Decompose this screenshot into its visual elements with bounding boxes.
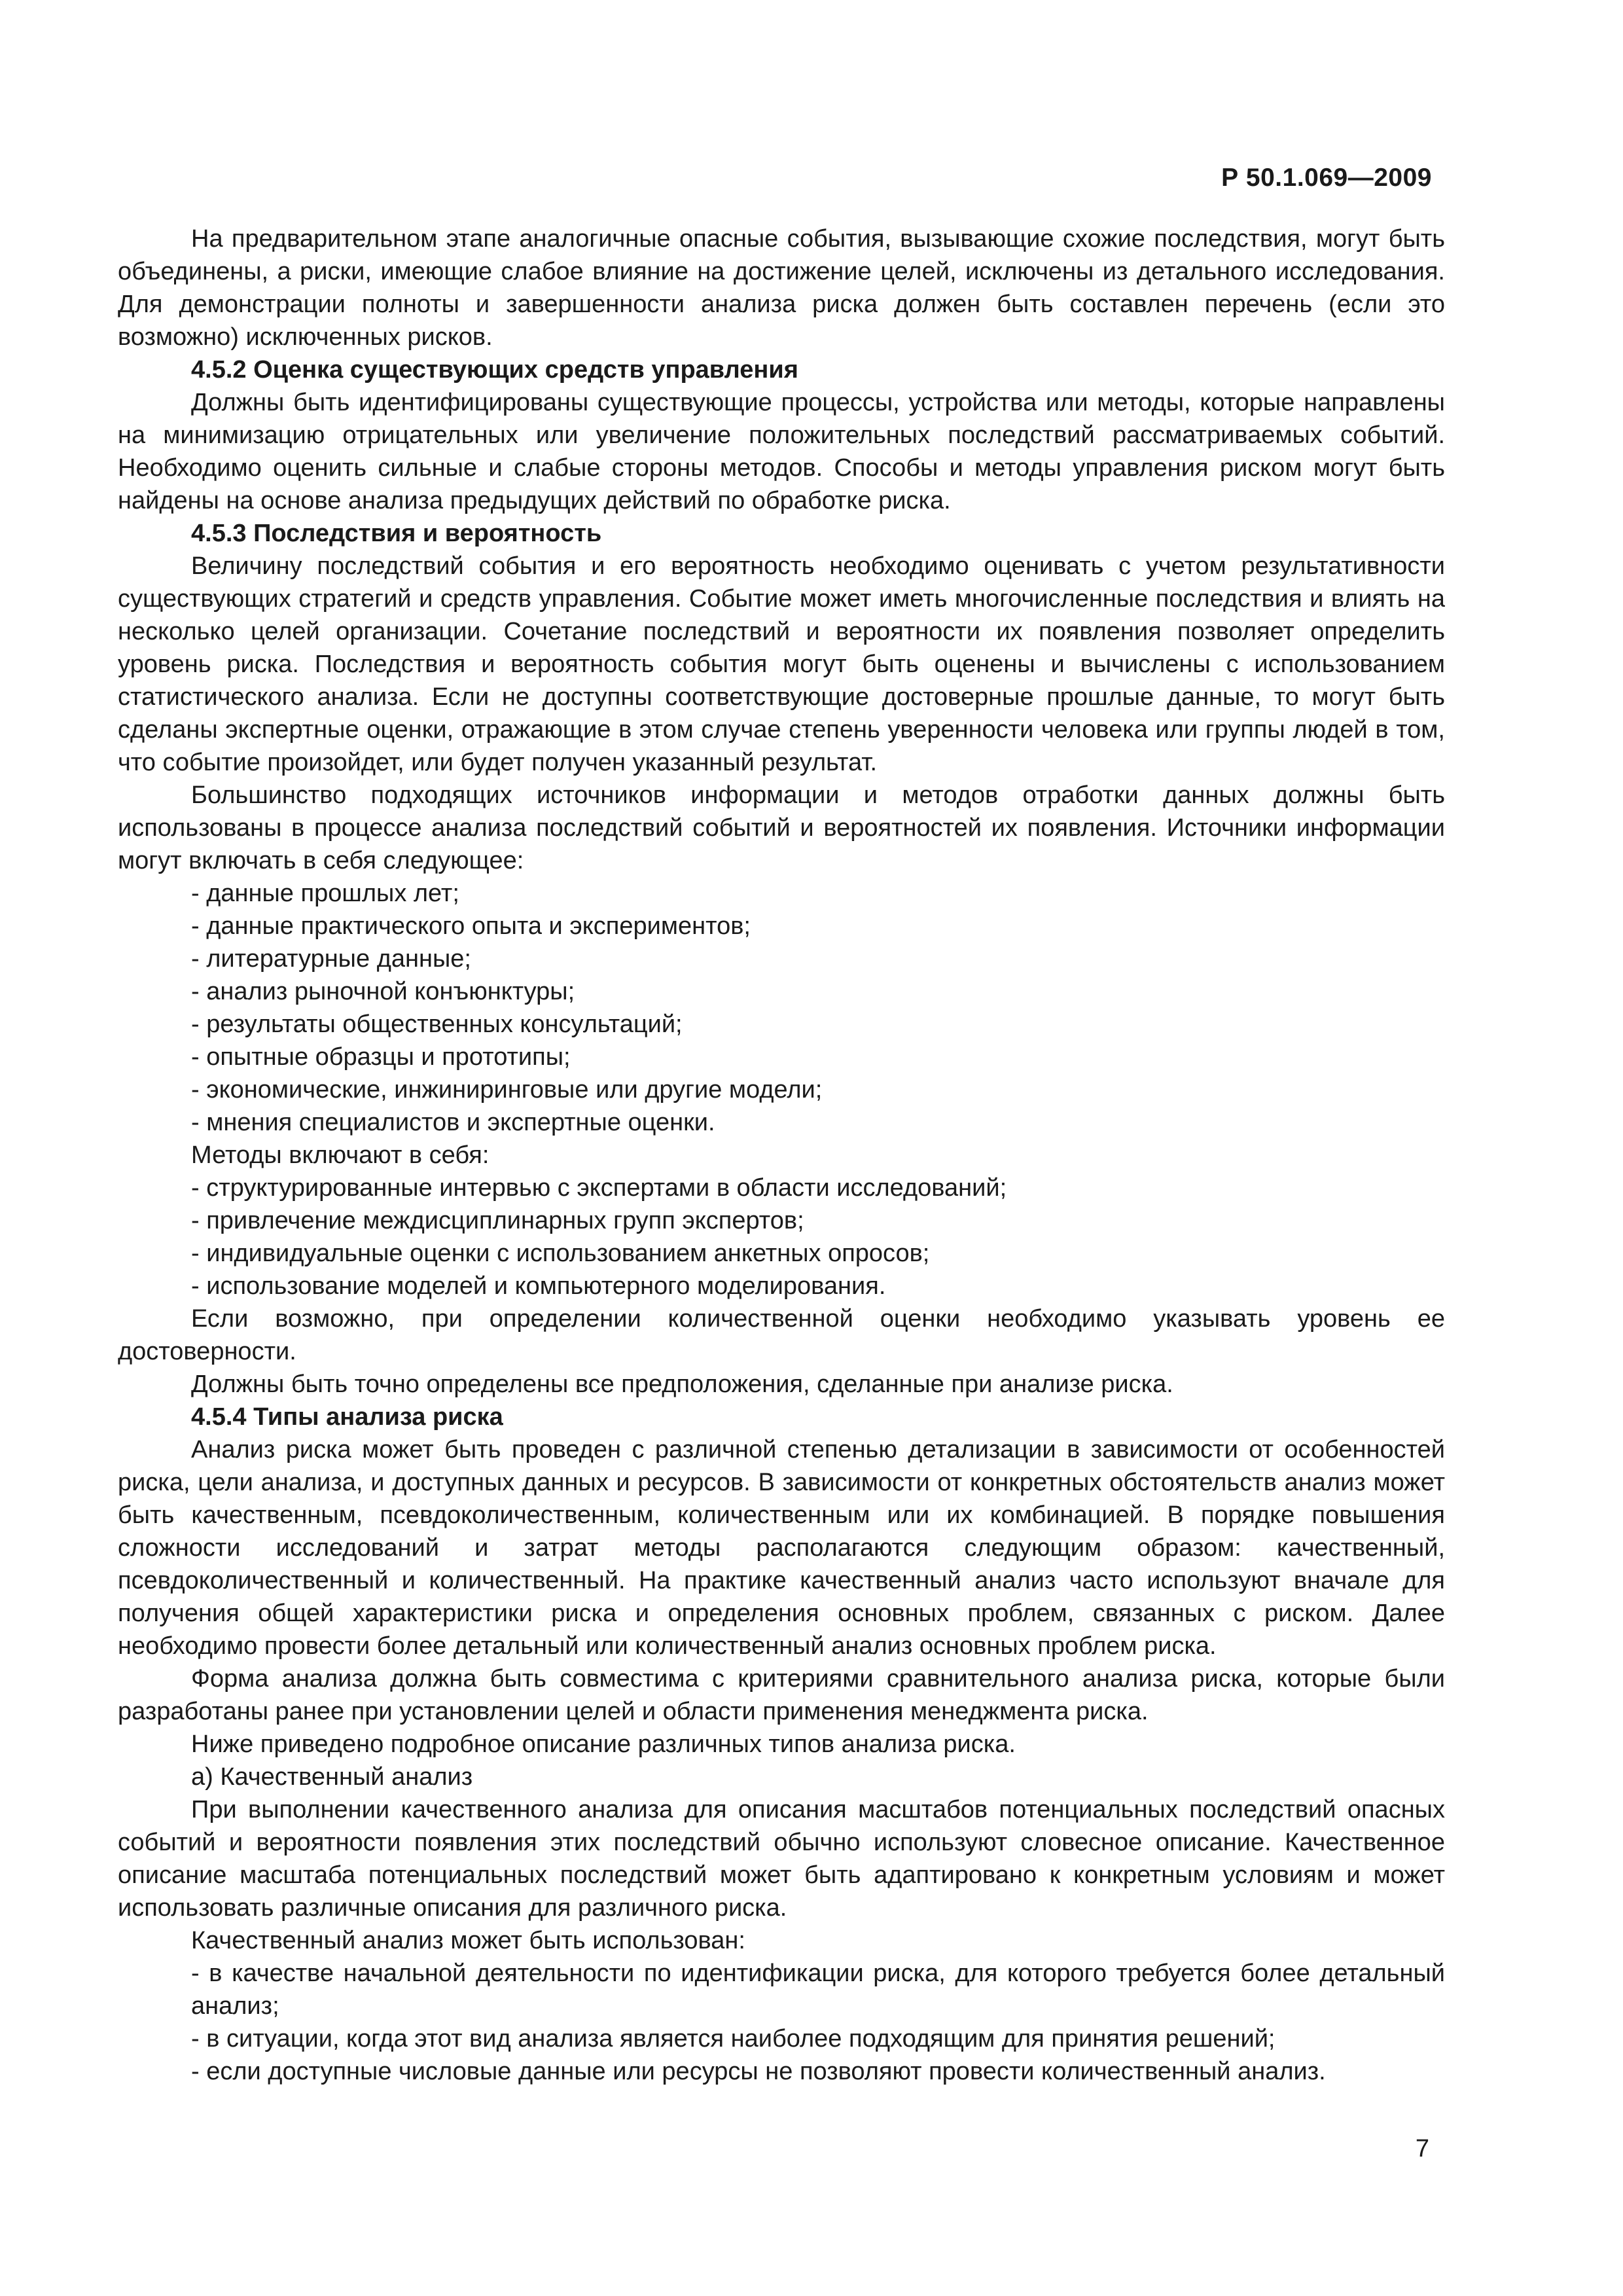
list-item: - анализ рыночной конъюнктуры; [118, 975, 1445, 1008]
paragraph-analysis-form: Форма анализа должна быть совместима с критериями сравнительного анализа риска, которые были разработаны ранее при установлении целей и области применения менеджмента риска. [118, 1665, 1445, 1725]
paragraph-assumptions: Должны быть точно определены все предположения, сделанные при анализе риска. [191, 1371, 1173, 1398]
list-item: - экономические, инжиниринговые или другие модели; [118, 1073, 1445, 1106]
paragraph-types-intro: Ниже приведено подробное описание различных типов анализа риска. [191, 1731, 1016, 1758]
list-item: - индивидуальные оценки с использованием анкетных опросов; [118, 1237, 1445, 1270]
list-item: - мнения специалистов и экспертные оценки. [118, 1106, 1445, 1139]
list-item: - опытные образцы и прототипы; [118, 1041, 1445, 1073]
list-item: - в качестве начальной деятельности по идентификации риска, для которого требуется более детальный анализ; [118, 1957, 1445, 2022]
list-item: - в ситуации, когда этот вид анализа является наиболее подходящим для принятия решений; [118, 2022, 1445, 2055]
sources-list [118, 877, 1445, 1139]
section-heading-4-5-4: 4.5.4 Типы анализа риска [191, 1403, 503, 1431]
paragraph-qualitative-uses-intro: Качественный анализ может быть использован: [191, 1927, 745, 1954]
paragraph-reliability: Если возможно, при определении количественной оценки необходимо указывать уровень ее достоверности. [118, 1305, 1445, 1365]
paragraph-methods-intro: Методы включают в себя: [191, 1141, 490, 1169]
paragraph-control-assessment: Должны быть идентифицированы существующие процессы, устройства или методы, которые направлены на минимизацию отрицательных или увеличение положительных последствий рассматриваемых событий. Необходимо оценить сильные и слабые стороны методов. Способы и методы управления риском могут быть найдены на основе анализа предыдущих действий по обработке риска. [118, 389, 1445, 514]
page-content [118, 223, 1445, 2088]
paragraph-analysis-types: Анализ риска может быть проведен с различной степенью детализации в зависимости от особенностей риска, цели анализа, и доступных данных и ресурсов. В зависимости от конкретных обстоятельств анализ может быть качественным, псевдоколичественным, количественным или их комбинацией. В порядке повышения сложности исследований и затрат методы располагаются следующим образом: качественный, псевдоколичественный и количественный. На практике качественный анализ часто используют вначале для получения общей характеристики риска и определения основных проблем, связанных с риском. Далее необходимо провести более детальный или количественный анализ основных проблем риска. [118, 1436, 1445, 1660]
list-item: - литературные данные; [118, 942, 1445, 975]
paragraph-sources-intro: Большинство подходящих источников информации и методов отработки данных должны быть использованы в процессе анализа последствий событий и вероятностей их появления. Источники информации могут включать в себя следующее: [118, 781, 1445, 874]
document-code: Р 50.1.069—2009 [1221, 164, 1432, 192]
page-number: 7 [1415, 2135, 1429, 2162]
list-item: - привлечение междисциплинарных групп экспертов; [118, 1204, 1445, 1237]
item-a-heading: а) Качественный анализ [191, 1763, 473, 1791]
list-item: - если доступные числовые данные или ресурсы не позволяют провести количественный анализ. [118, 2055, 1445, 2088]
list-item: - данные прошлых лет; [118, 877, 1445, 910]
list-item: - использование моделей и компьютерного моделирования. [118, 1270, 1445, 1302]
section-heading-4-5-2: 4.5.2 Оценка существующих средств управления [191, 356, 798, 384]
uses-list [118, 1957, 1445, 2088]
section-heading-4-5-3: 4.5.3 Последствия и вероятность [191, 520, 602, 547]
paragraph-consequences: Величину последствий события и его вероятность необходимо оценивать с учетом результативности существующих стратегий и средств управления. Событие может иметь многочисленные последствия и влиять на несколько целей организации. Сочетание последствий и вероятности их появления позволяет определить уровень риска. Последствия и вероятность события могут быть оценены и вычислены с использованием статистического анализа. Если не доступны соответствующие достоверные прошлые данные, то могут быть сделаны экспертные оценки, отражающие в этом случае степень уверенности человека или группы людей в том, что событие произойдет, или будет получен указанный результат. [118, 552, 1445, 776]
methods-list [118, 1172, 1445, 1302]
list-item: - результаты общественных консультаций; [118, 1008, 1445, 1041]
paragraph-intro: На предварительном этапе аналогичные опасные события, вызывающие схожие последствия, могут быть объединены, а риски, имеющие слабое влияние на достижение целей, исключены из детального исследования. Для демонстрации полноты и завершенности анализа риска должен быть составлен перечень (если это возможно) исключенных рисков. [118, 225, 1445, 351]
list-item: - данные практического опыта и экспериментов; [118, 910, 1445, 942]
paragraph-qualitative: При выполнении качественного анализа для описания масштабов потенциальных последствий опасных событий и вероятности появления этих последствий обычно используют словесное описание. Качественное описание масштаба потенциальных последствий может быть адаптировано к конкретным условиям и может использовать различные описания для различного риска. [118, 1796, 1445, 1922]
list-item: - структурированные интервью с экспертами в области исследований; [118, 1172, 1445, 1204]
